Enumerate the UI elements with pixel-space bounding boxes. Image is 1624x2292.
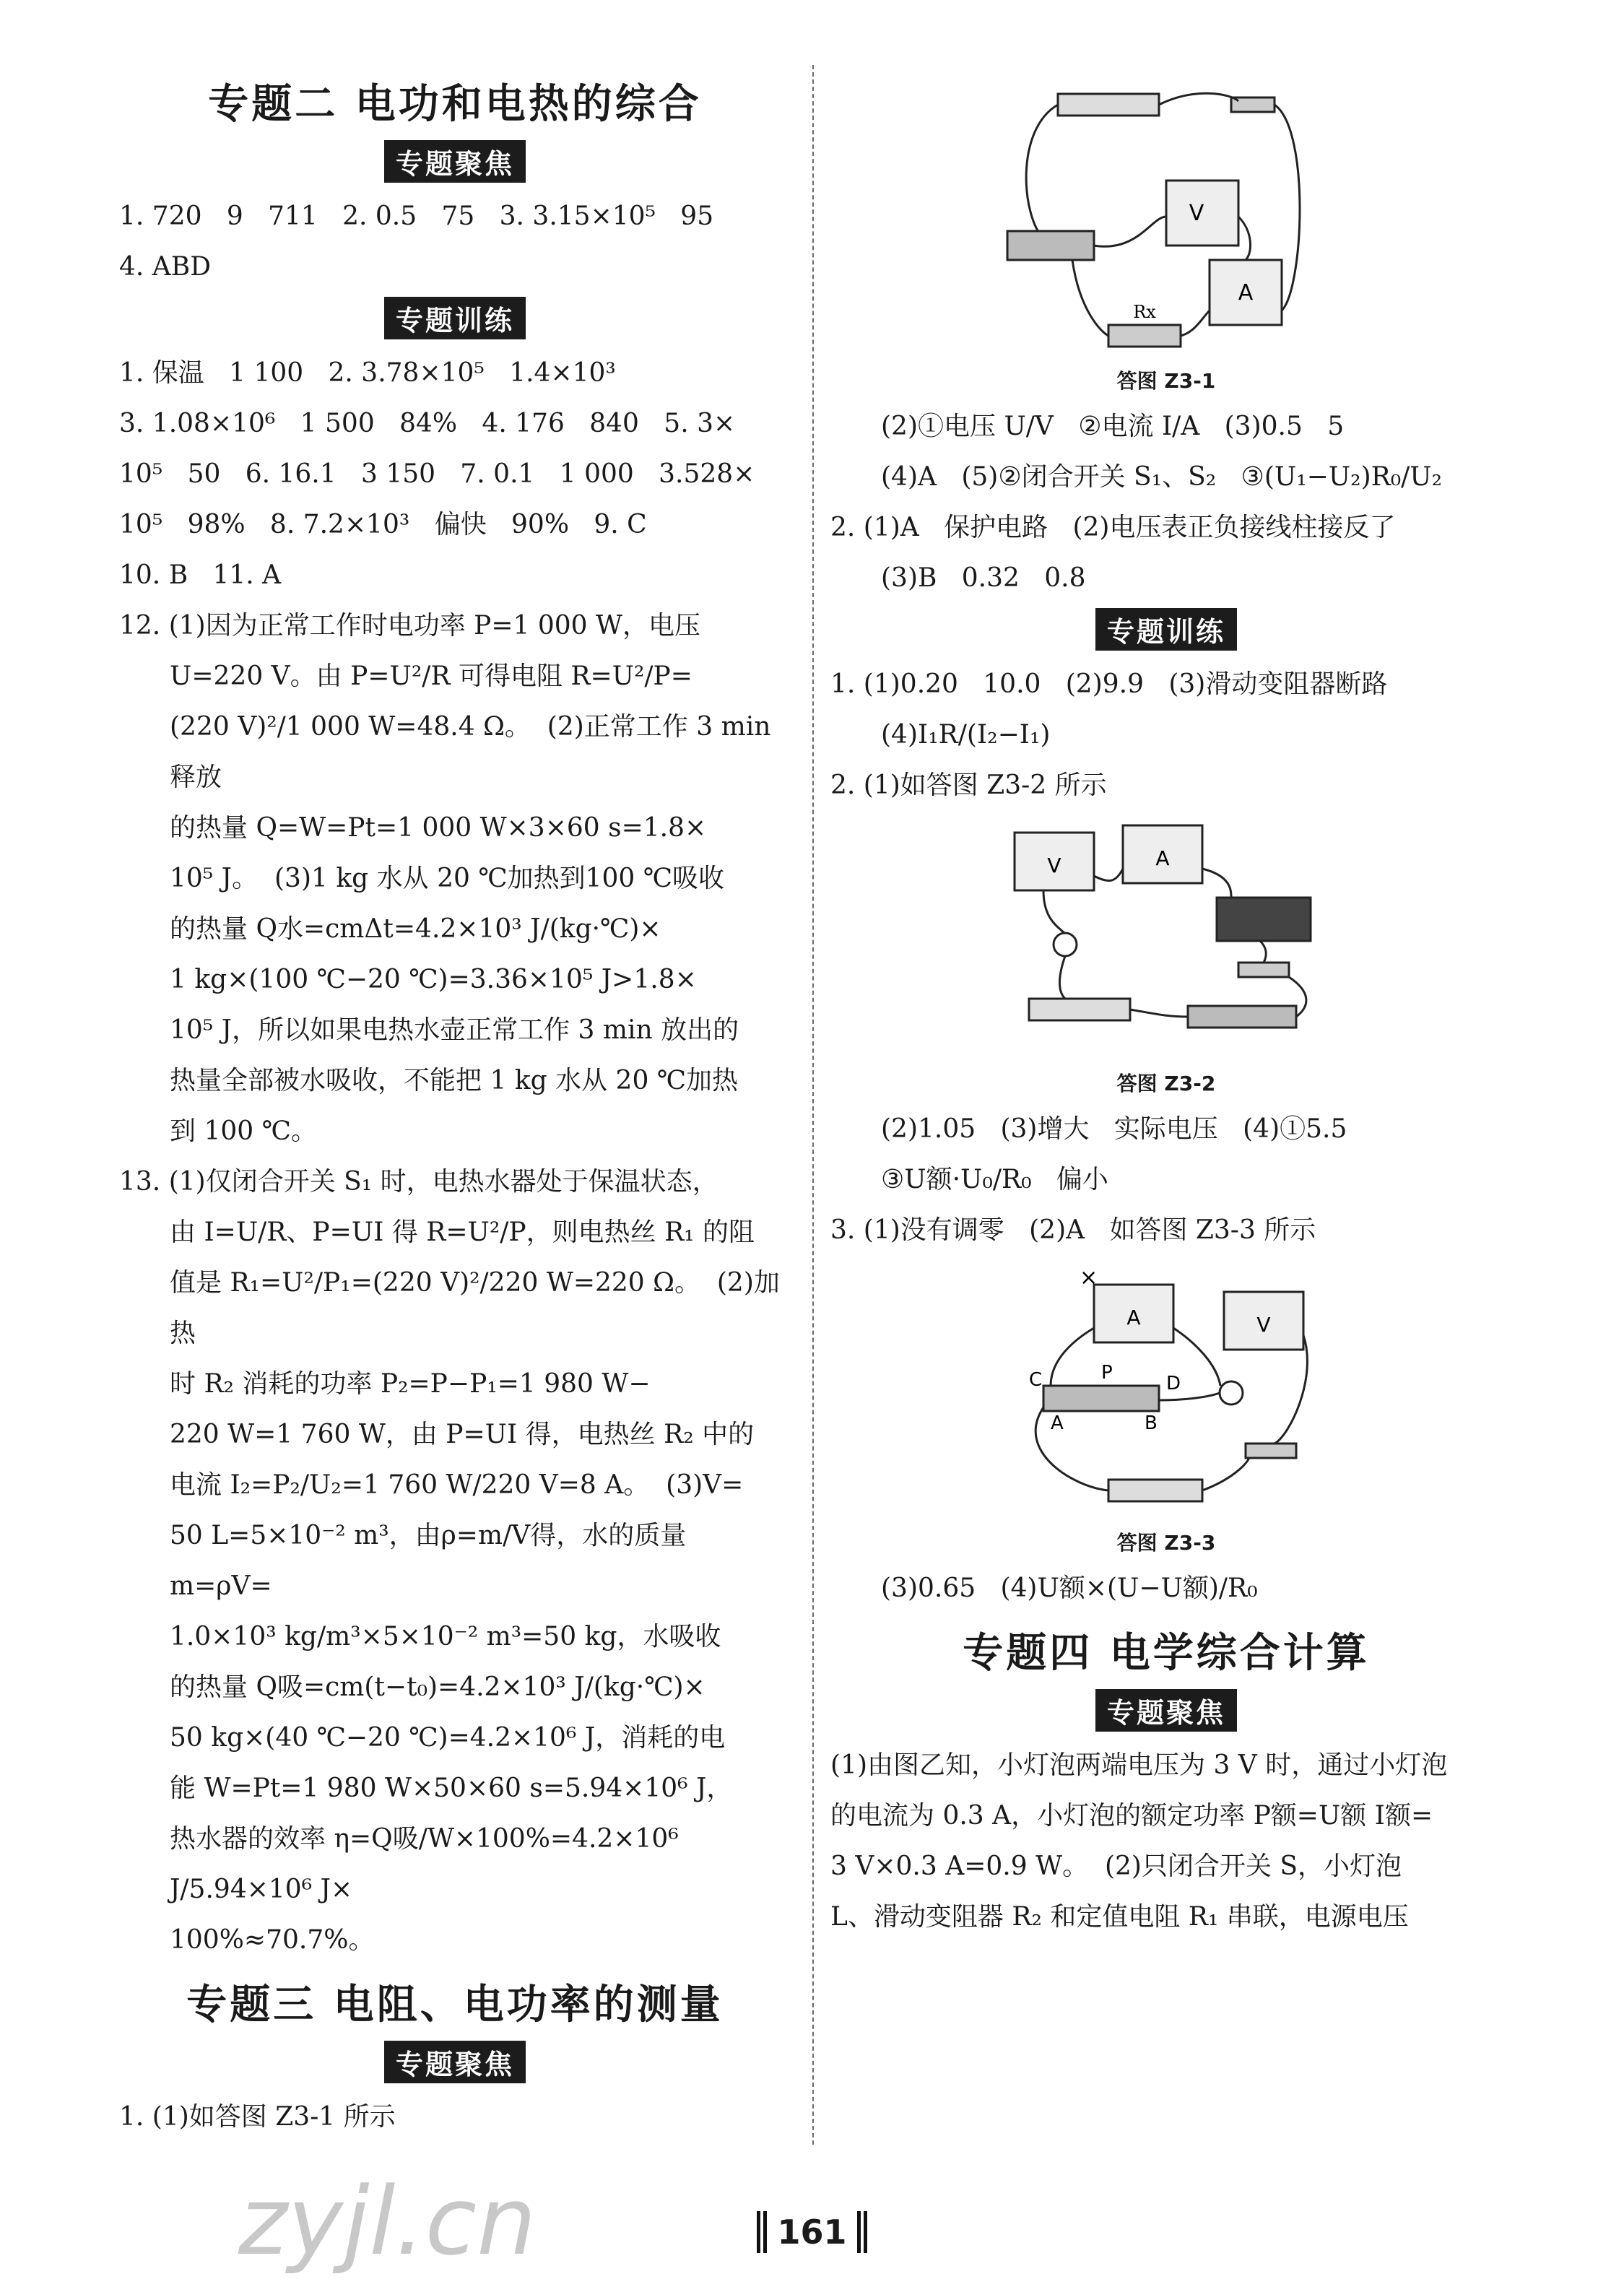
figure-caption: 答图 Z3-1: [1116, 369, 1216, 393]
q12-line: 热量全部被水吸收，不能把 1 kg 水从 20 ℃加热: [170, 1066, 739, 1095]
page-number: 161: [757, 2211, 867, 2253]
badge-focus: 专题聚焦: [1095, 1689, 1237, 1732]
q12-line: 12. (1)因为正常工作时电功率 P=1 000 W，电压: [119, 611, 701, 641]
answer-line: 10. B 11. A: [119, 560, 282, 590]
answer-line: (2)1.05 (3)增大 实际电压 (4)①5.5: [881, 1114, 1347, 1144]
answer-line: 1. (1)如答图 Z3-1 所示: [119, 2102, 396, 2132]
q12-line: 10⁵ J，所以如果电热水壶正常工作 3 min 放出的: [170, 1015, 739, 1045]
circuit-figure-z3-2: [1000, 818, 1332, 1064]
q13-line: 电流 I₂=P₂/U₂=1 760 W/220 V=8 A。 (3)V=: [170, 1470, 744, 1500]
answer-line: 4. ABD: [119, 252, 212, 282]
badge-focus: 专题聚焦: [384, 2041, 526, 2083]
answer-line: 10⁵ 98% 8. 7.2×10³ 偏快 90% 9. C: [119, 510, 647, 539]
voltmeter-label: V: [1189, 201, 1204, 226]
left-column: [119, 65, 791, 2143]
q13-line: 50 kg×(40 ℃−20 ℃)=4.2×10⁶ J，消耗的电: [170, 1723, 726, 1753]
s4-line: 3 V×0.3 A=0.9 W。 (2)只闭合开关 S，小灯泡: [830, 1852, 1402, 1881]
q13-line: 50 L=5×10⁻² m³，由ρ=m/V得，水的质量 m=ρV=: [170, 1521, 695, 1601]
section-title-3: 专题三 电阻、电功率的测量: [186, 1981, 724, 2028]
terminal-d-label: D: [1166, 1373, 1181, 1394]
answer-line: (2)①电压 U/V ②电流 I/A (3)0.5 5: [881, 412, 1345, 441]
answer-line: 1. (1)0.20 10.0 (2)9.9 (3)滑动变阻器断路: [830, 669, 1388, 699]
answer-line: (4)I₁R/(I₂−I₁): [881, 720, 1051, 750]
voltmeter-label: V: [1047, 854, 1061, 877]
answer-line: ③U额·U₀/R₀ 偏小: [881, 1165, 1108, 1194]
answer-line: 1. 保温 1 100 2. 3.78×10⁵ 1.4×10³: [119, 358, 616, 388]
answer-line: 2. (1)如答图 Z3-2 所示: [830, 770, 1107, 800]
answer-line: (4)A (5)②闭合开关 S₁、S₂ ③(U₁−U₂)R₀/U₂: [881, 462, 1443, 492]
q12-line: 到 100 ℃。: [170, 1116, 317, 1146]
q13-line: 由 I=U/R、P=UI 得 R=U²/P，则电热丝 R₁ 的阻: [170, 1217, 755, 1247]
question-12: [119, 601, 791, 1157]
q13-line: 220 W=1 760 W，由 P=UI 得，电热丝 R₂ 中的: [170, 1420, 755, 1449]
s4-line: L、滑动变阻器 R₂ 和定值电阻 R₁ 串联，电源电压: [830, 1902, 1409, 1932]
badge-training: 专题训练: [1095, 608, 1237, 651]
ammeter-label: A: [1155, 846, 1170, 870]
answer-line: (3)B 0.32 0.8: [881, 563, 1086, 593]
section-title-2: 专题二 电功和电热的综合: [208, 81, 702, 128]
s4-line: 的电流为 0.3 A，小灯泡的额定功率 P额=U额 I额=: [830, 1801, 1433, 1831]
circuit-figure-z3-1: [993, 72, 1339, 361]
q13-line: 值是 R₁=U²/P₁=(220 V)²/220 W=220 Ω。 (2)加热: [170, 1268, 780, 1348]
column-divider: [812, 65, 814, 2145]
badge-focus: 专题聚焦: [384, 140, 526, 183]
q12-line: 的热量 Q水=cmΔt=4.2×10³ J/(kg·℃)×: [170, 914, 661, 944]
q13-line: 100%≈70.7%。: [170, 1925, 375, 1955]
question-13: [119, 1157, 791, 1966]
figure-caption: 答图 Z3-3: [1116, 1531, 1216, 1555]
watermark: zyjl.cn: [238, 2166, 537, 2276]
terminal-c-label: C: [1029, 1369, 1043, 1391]
figure-caption: 答图 Z3-2: [1116, 1072, 1216, 1095]
s4-line: (1)由图乙知，小灯泡两端电压为 3 V 时，通过小灯泡: [830, 1750, 1448, 1780]
terminal-a-label: A: [1051, 1412, 1064, 1434]
answer-line: 3. 1.08×10⁶ 1 500 84% 4. 176 840 5. 3×: [119, 409, 736, 438]
right-column: [830, 65, 1502, 1942]
ammeter-label: A: [1126, 1306, 1141, 1329]
q13-line: 的热量 Q吸=cm(t−t₀)=4.2×10³ J/(kg·℃)×: [170, 1672, 705, 1702]
cross-mark: ×: [1080, 1265, 1098, 1290]
ammeter-label: A: [1238, 280, 1254, 305]
badge-training: 专题训练: [384, 297, 526, 339]
q12-line: (220 V)²/1 000 W=48.4 Ω。 (2)正常工作 3 min 释放: [170, 712, 779, 792]
q12-line: 的热量 Q=W=Pt=1 000 W×3×60 s=1.8×: [170, 813, 707, 843]
circuit-figure-z3-3: [1000, 1263, 1332, 1523]
q13-line: 13. (1)仅闭合开关 S₁ 时，电热水器处于保温状态，: [119, 1167, 718, 1197]
q13-line: 能 W=Pt=1 980 W×50×60 s=5.94×10⁶ J，: [170, 1774, 733, 1803]
page-footer: [0, 2211, 1624, 2253]
q13-line: 热水器的效率 η=Q吸/W×100%=4.2×10⁶ J/5.94×10⁶ J×: [170, 1824, 687, 1904]
q12-line: 1 kg×(100 ℃−20 ℃)=3.36×10⁵ J>1.8×: [170, 965, 697, 994]
answer-line: 10⁵ 50 6. 16.1 3 150 7. 0.1 1 000 3.528×: [119, 459, 755, 489]
q13-line: 时 R₂ 消耗的功率 P₂=P−P₁=1 980 W−: [170, 1369, 651, 1399]
voltmeter-label: V: [1256, 1313, 1271, 1337]
slider-p-label: P: [1101, 1362, 1113, 1384]
q13-line: 1.0×10³ kg/m³×5×10⁻² m³=50 kg，水吸收: [170, 1622, 721, 1651]
answer-line: 3. (1)没有调零 (2)A 如答图 Z3-3 所示: [830, 1215, 1316, 1245]
q12-line: U=220 V。由 P=U²/R 可得电阻 R=U²/P=: [170, 661, 692, 691]
answer-line: (3)0.65 (4)U额×(U−U额)/R₀: [881, 1573, 1258, 1603]
resistor-label: Rx: [1133, 302, 1156, 322]
answer-line: 1. 720 9 711 2. 0.5 75 3. 3.15×10⁵ 95: [119, 201, 714, 231]
q12-line: 10⁵ J。 (3)1 kg 水从 20 ℃加热到100 ℃吸收: [170, 864, 725, 893]
terminal-b-label: B: [1145, 1412, 1158, 1434]
section-title-4: 专题四 电学综合计算: [963, 1630, 1370, 1677]
answer-line: 2. (1)A 保护电路 (2)电压表正负接线柱接反了: [830, 513, 1396, 542]
